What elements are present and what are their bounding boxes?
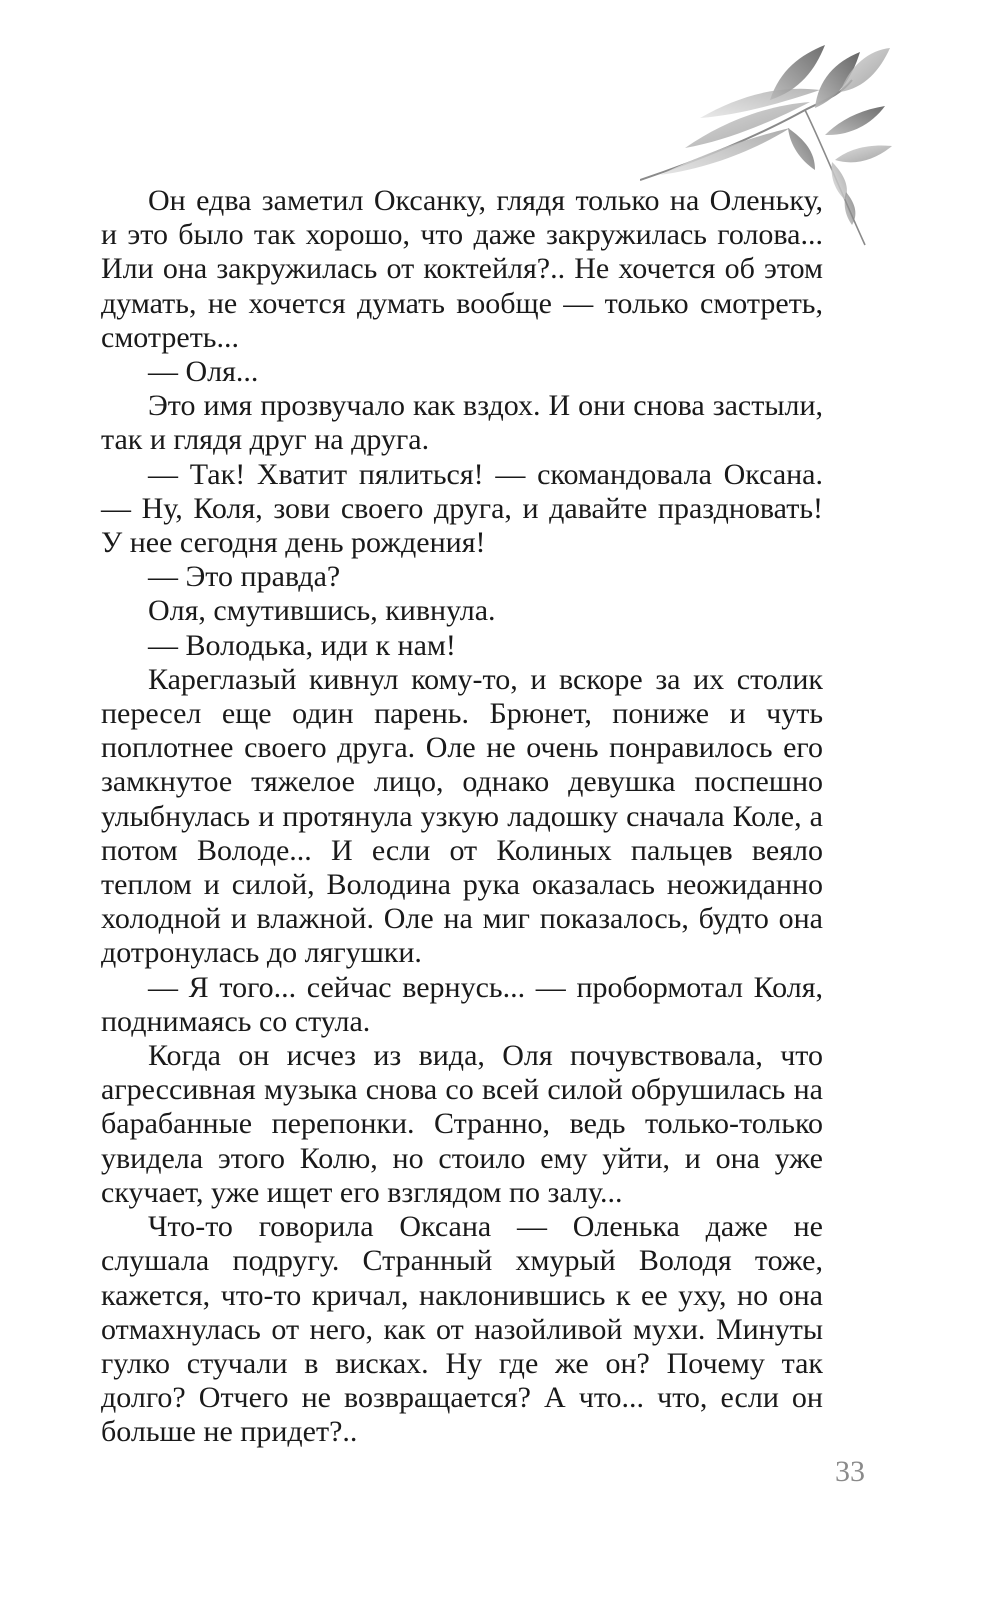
paragraph: Когда он исчез из вида, Оля почувствовала, что агрессивная музыка снова со всей силой обрушилась на барабанные перепонки. Странно, ведь только-только увидела этого Колю, но стоило ему уйти, и она уже скучает, уже ищет его взглядом по залу... [101, 1039, 823, 1209]
body-text [101, 184, 823, 1450]
paragraph: Это имя прозвучало как вздох. И они снова застыли, так и глядя друг на друга. [101, 389, 823, 457]
paragraph: — Оля... [148, 355, 259, 389]
paragraph: — Я того... сейчас вернусь... — пробормотал Коля, поднимаясь со стула. [101, 970, 823, 1038]
page-number: 33 [835, 1455, 865, 1488]
paragraph: Он едва заметил Оксанку, глядя только на Оленьку, и это было так хорошо, что даже закружилась голова... Или она закружилась от коктейля?.. Не хочется об этом думать, не хочется думать вообще — только смотреть, смотреть... [101, 184, 823, 354]
paragraph: — Володька, иди к нам! [148, 628, 456, 662]
paragraph: Оля, смутившись, кивнула. [148, 594, 496, 628]
paragraph: — Так! Хватит пялиться! — скомандовала Оксана. — Ну, Коля, зови своего друга, и давайте праздновать! У нее сегодня день рождения! [101, 457, 823, 560]
paragraph: Кареглазый кивнул кому-то, и вскоре за их столик пересел еще один парень. Брюнет, пониже и чуть поплотнее своего друга. Оле не очень понравилось его замкнутое тяжелое лицо, однако девушка поспешно улыбнулась и протянула узкую ладошку сначала Коле, а потом Володе... И если от Колиных пальцев веяло теплом и силой, Володина рука оказалась неожиданно холодной и влажной. Оле на миг показалось, будто она дотронулась до лягушки. [101, 662, 823, 970]
paragraph: Что-то говорила Оксана — Оленька даже не слушала подругу. Странный хмурый Володя тоже, кажется, что-то кричал, наклонившись к ее уху, но она отмахнулась от него, как от назойливой мухи. Минуты гулко стучали в висках. Ну где же он? Почему так долго? Отчего не возвращается? А что... что, если он больше не придет?.. [101, 1210, 823, 1449]
paragraph: — Это правда? [148, 560, 341, 594]
